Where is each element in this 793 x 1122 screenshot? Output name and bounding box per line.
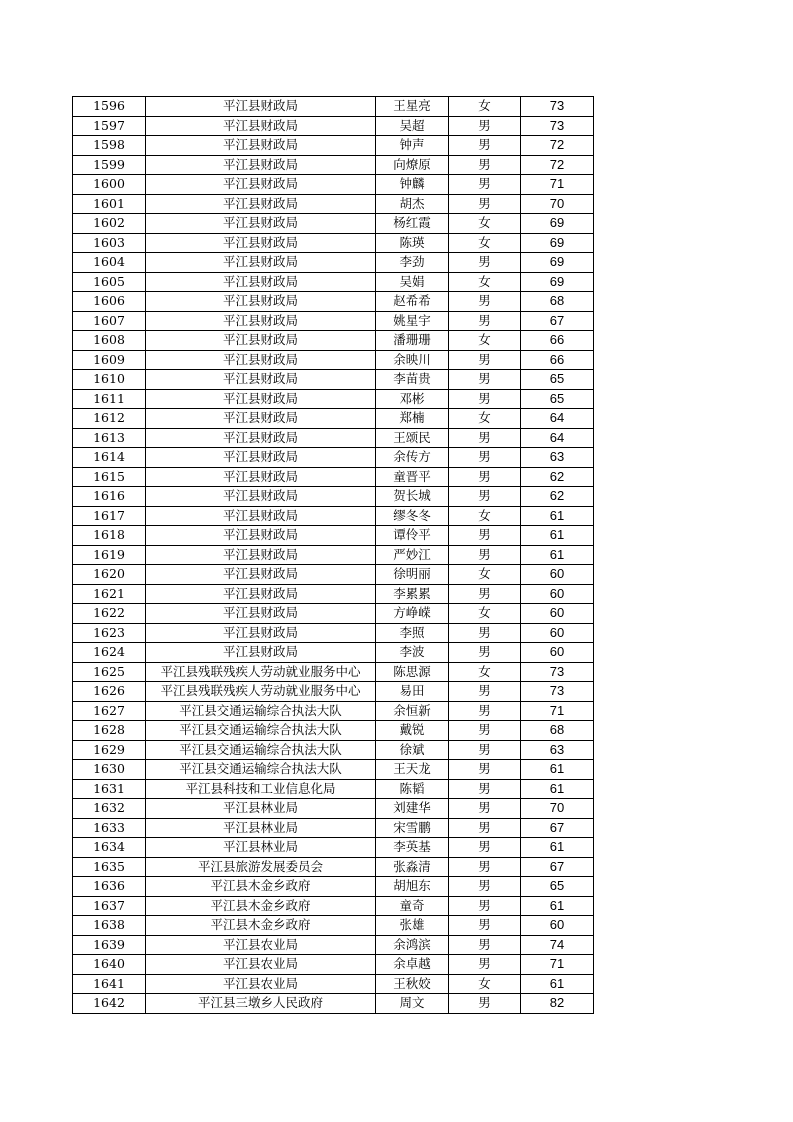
person-name-cell: 李英基 <box>376 838 449 858</box>
row-number-cell: 1606 <box>73 292 146 312</box>
unit-name-cell: 平江县财政局 <box>146 467 376 487</box>
person-name-cell: 邓彬 <box>376 389 449 409</box>
row-number-cell: 1627 <box>73 701 146 721</box>
table-row <box>73 857 594 877</box>
results-table <box>72 96 594 1014</box>
person-name-cell: 张淼清 <box>376 857 449 877</box>
unit-name-cell: 平江县交通运输综合执法大队 <box>146 740 376 760</box>
unit-name-cell: 平江县林业局 <box>146 799 376 819</box>
gender-cell: 男 <box>449 116 521 136</box>
table-row <box>73 760 594 780</box>
table-row <box>73 643 594 663</box>
unit-name-cell: 平江县财政局 <box>146 253 376 273</box>
unit-name-cell: 平江县财政局 <box>146 643 376 663</box>
person-name-cell: 钟声 <box>376 136 449 156</box>
row-number-cell: 1626 <box>73 682 146 702</box>
table-row <box>73 604 594 624</box>
row-number-cell: 1628 <box>73 721 146 741</box>
score-cell: 71 <box>521 701 594 721</box>
score-cell: 60 <box>521 916 594 936</box>
table-row <box>73 116 594 136</box>
score-cell: 69 <box>521 272 594 292</box>
table-row <box>73 350 594 370</box>
unit-name-cell: 平江县旅游发展委员会 <box>146 857 376 877</box>
score-cell: 67 <box>521 818 594 838</box>
row-number-cell: 1624 <box>73 643 146 663</box>
score-cell: 61 <box>521 760 594 780</box>
score-cell: 61 <box>521 545 594 565</box>
score-cell: 60 <box>521 604 594 624</box>
person-name-cell: 李累累 <box>376 584 449 604</box>
unit-name-cell: 平江县农业局 <box>146 935 376 955</box>
gender-cell: 女 <box>449 662 521 682</box>
score-cell: 73 <box>521 116 594 136</box>
table-row <box>73 506 594 526</box>
gender-cell: 男 <box>449 487 521 507</box>
table-row <box>73 487 594 507</box>
unit-name-cell: 平江县财政局 <box>146 545 376 565</box>
score-cell: 60 <box>521 565 594 585</box>
unit-name-cell: 平江县财政局 <box>146 155 376 175</box>
gender-cell: 男 <box>449 799 521 819</box>
row-number-cell: 1638 <box>73 916 146 936</box>
score-cell: 73 <box>521 682 594 702</box>
person-name-cell: 李照 <box>376 623 449 643</box>
unit-name-cell: 平江县财政局 <box>146 370 376 390</box>
unit-name-cell: 平江县林业局 <box>146 818 376 838</box>
table-row <box>73 526 594 546</box>
person-name-cell: 刘建华 <box>376 799 449 819</box>
person-name-cell: 周文 <box>376 994 449 1014</box>
gender-cell: 男 <box>449 350 521 370</box>
person-name-cell: 余恒新 <box>376 701 449 721</box>
score-cell: 60 <box>521 623 594 643</box>
gender-cell: 女 <box>449 272 521 292</box>
unit-name-cell: 平江县财政局 <box>146 272 376 292</box>
person-name-cell: 吴超 <box>376 116 449 136</box>
gender-cell: 女 <box>449 214 521 234</box>
unit-name-cell: 平江县财政局 <box>146 136 376 156</box>
person-name-cell: 戴锐 <box>376 721 449 741</box>
gender-cell: 男 <box>449 916 521 936</box>
person-name-cell: 郑楠 <box>376 409 449 429</box>
table-row <box>73 233 594 253</box>
row-number-cell: 1619 <box>73 545 146 565</box>
table-row <box>73 662 594 682</box>
gender-cell: 男 <box>449 428 521 448</box>
unit-name-cell: 平江县财政局 <box>146 604 376 624</box>
row-number-cell: 1620 <box>73 565 146 585</box>
unit-name-cell: 平江县交通运输综合执法大队 <box>146 760 376 780</box>
score-cell: 61 <box>521 838 594 858</box>
person-name-cell: 余传方 <box>376 448 449 468</box>
person-name-cell: 吴娟 <box>376 272 449 292</box>
table-row <box>73 467 594 487</box>
row-number-cell: 1639 <box>73 935 146 955</box>
unit-name-cell: 平江县财政局 <box>146 584 376 604</box>
score-cell: 74 <box>521 935 594 955</box>
score-cell: 73 <box>521 662 594 682</box>
score-cell: 65 <box>521 877 594 897</box>
table-row <box>73 97 594 117</box>
gender-cell: 男 <box>449 253 521 273</box>
gender-cell: 男 <box>449 155 521 175</box>
unit-name-cell: 平江县交通运输综合执法大队 <box>146 721 376 741</box>
table-row <box>73 175 594 195</box>
row-number-cell: 1635 <box>73 857 146 877</box>
gender-cell: 男 <box>449 448 521 468</box>
person-name-cell: 余映川 <box>376 350 449 370</box>
unit-name-cell: 平江县财政局 <box>146 389 376 409</box>
unit-name-cell: 平江县财政局 <box>146 214 376 234</box>
unit-name-cell: 平江县财政局 <box>146 428 376 448</box>
person-name-cell: 缪冬冬 <box>376 506 449 526</box>
score-cell: 65 <box>521 370 594 390</box>
table-row <box>73 331 594 351</box>
score-cell: 64 <box>521 409 594 429</box>
table-row <box>73 448 594 468</box>
table-row <box>73 214 594 234</box>
unit-name-cell: 平江县财政局 <box>146 506 376 526</box>
row-number-cell: 1598 <box>73 136 146 156</box>
person-name-cell: 方峥嵘 <box>376 604 449 624</box>
person-name-cell: 童晋平 <box>376 467 449 487</box>
table-row <box>73 935 594 955</box>
score-cell: 69 <box>521 253 594 273</box>
row-number-cell: 1640 <box>73 955 146 975</box>
table-row <box>73 877 594 897</box>
gender-cell: 男 <box>449 623 521 643</box>
table-row <box>73 721 594 741</box>
table-row <box>73 155 594 175</box>
table-row <box>73 896 594 916</box>
table-row <box>73 818 594 838</box>
score-cell: 70 <box>521 799 594 819</box>
row-number-cell: 1614 <box>73 448 146 468</box>
row-number-cell: 1609 <box>73 350 146 370</box>
table-row <box>73 799 594 819</box>
person-name-cell: 姚星宇 <box>376 311 449 331</box>
row-number-cell: 1634 <box>73 838 146 858</box>
person-name-cell: 徐斌 <box>376 740 449 760</box>
table-row <box>73 779 594 799</box>
person-name-cell: 严妙江 <box>376 545 449 565</box>
person-name-cell: 宋雪鹏 <box>376 818 449 838</box>
row-number-cell: 1608 <box>73 331 146 351</box>
table-row <box>73 428 594 448</box>
table-row <box>73 740 594 760</box>
unit-name-cell: 平江县财政局 <box>146 331 376 351</box>
gender-cell: 男 <box>449 194 521 214</box>
person-name-cell: 张雄 <box>376 916 449 936</box>
unit-name-cell: 平江县财政局 <box>146 565 376 585</box>
row-number-cell: 1629 <box>73 740 146 760</box>
gender-cell: 男 <box>449 896 521 916</box>
row-number-cell: 1630 <box>73 760 146 780</box>
person-name-cell: 陈思源 <box>376 662 449 682</box>
person-name-cell: 徐明丽 <box>376 565 449 585</box>
unit-name-cell: 平江县财政局 <box>146 623 376 643</box>
score-cell: 61 <box>521 506 594 526</box>
row-number-cell: 1633 <box>73 818 146 838</box>
score-cell: 69 <box>521 233 594 253</box>
row-number-cell: 1623 <box>73 623 146 643</box>
score-cell: 70 <box>521 194 594 214</box>
row-number-cell: 1612 <box>73 409 146 429</box>
row-number-cell: 1617 <box>73 506 146 526</box>
row-number-cell: 1599 <box>73 155 146 175</box>
unit-name-cell: 平江县财政局 <box>146 116 376 136</box>
unit-name-cell: 平江县科技和工业信息化局 <box>146 779 376 799</box>
score-cell: 60 <box>521 584 594 604</box>
gender-cell: 女 <box>449 409 521 429</box>
gender-cell: 男 <box>449 545 521 565</box>
row-number-cell: 1641 <box>73 974 146 994</box>
score-cell: 73 <box>521 97 594 117</box>
person-name-cell: 陈瑛 <box>376 233 449 253</box>
unit-name-cell: 平江县木金乡政府 <box>146 896 376 916</box>
score-cell: 66 <box>521 350 594 370</box>
gender-cell: 女 <box>449 331 521 351</box>
gender-cell: 男 <box>449 760 521 780</box>
gender-cell: 男 <box>449 136 521 156</box>
table-row <box>73 272 594 292</box>
score-cell: 71 <box>521 955 594 975</box>
gender-cell: 男 <box>449 838 521 858</box>
table-row <box>73 974 594 994</box>
table-row <box>73 916 594 936</box>
table-row <box>73 565 594 585</box>
gender-cell: 男 <box>449 955 521 975</box>
unit-name-cell: 平江县财政局 <box>146 233 376 253</box>
gender-cell: 男 <box>449 701 521 721</box>
unit-name-cell: 平江县财政局 <box>146 526 376 546</box>
unit-name-cell: 平江县财政局 <box>146 409 376 429</box>
person-name-cell: 陈韬 <box>376 779 449 799</box>
person-name-cell: 王颂民 <box>376 428 449 448</box>
person-name-cell: 童奇 <box>376 896 449 916</box>
unit-name-cell: 平江县残联残疾人劳动就业服务中心 <box>146 662 376 682</box>
table-row <box>73 955 594 975</box>
table-row <box>73 838 594 858</box>
gender-cell: 男 <box>449 584 521 604</box>
row-number-cell: 1596 <box>73 97 146 117</box>
gender-cell: 男 <box>449 292 521 312</box>
person-name-cell: 胡杰 <box>376 194 449 214</box>
row-number-cell: 1613 <box>73 428 146 448</box>
gender-cell: 女 <box>449 974 521 994</box>
row-number-cell: 1631 <box>73 779 146 799</box>
unit-name-cell: 平江县木金乡政府 <box>146 877 376 897</box>
score-cell: 68 <box>521 721 594 741</box>
person-name-cell: 钟麟 <box>376 175 449 195</box>
gender-cell: 男 <box>449 994 521 1014</box>
score-cell: 65 <box>521 389 594 409</box>
person-name-cell: 胡旭东 <box>376 877 449 897</box>
row-number-cell: 1615 <box>73 467 146 487</box>
score-cell: 66 <box>521 331 594 351</box>
row-number-cell: 1605 <box>73 272 146 292</box>
person-name-cell: 潘珊珊 <box>376 331 449 351</box>
score-cell: 61 <box>521 526 594 546</box>
unit-name-cell: 平江县林业局 <box>146 838 376 858</box>
score-cell: 63 <box>521 448 594 468</box>
row-number-cell: 1622 <box>73 604 146 624</box>
row-number-cell: 1625 <box>73 662 146 682</box>
gender-cell: 男 <box>449 779 521 799</box>
unit-name-cell: 平江县木金乡政府 <box>146 916 376 936</box>
score-cell: 72 <box>521 136 594 156</box>
person-name-cell: 向燎原 <box>376 155 449 175</box>
unit-name-cell: 平江县财政局 <box>146 175 376 195</box>
person-name-cell: 李劲 <box>376 253 449 273</box>
unit-name-cell: 平江县残联残疾人劳动就业服务中心 <box>146 682 376 702</box>
row-number-cell: 1603 <box>73 233 146 253</box>
unit-name-cell: 平江县财政局 <box>146 292 376 312</box>
person-name-cell: 李苗贵 <box>376 370 449 390</box>
results-table-body <box>73 97 594 1014</box>
table-row <box>73 253 594 273</box>
gender-cell: 男 <box>449 935 521 955</box>
unit-name-cell: 平江县三墩乡人民政府 <box>146 994 376 1014</box>
person-name-cell: 杨红霞 <box>376 214 449 234</box>
gender-cell: 男 <box>449 818 521 838</box>
person-name-cell: 王星亮 <box>376 97 449 117</box>
row-number-cell: 1602 <box>73 214 146 234</box>
score-cell: 63 <box>521 740 594 760</box>
row-number-cell: 1642 <box>73 994 146 1014</box>
score-cell: 67 <box>521 857 594 877</box>
table-row <box>73 545 594 565</box>
table-row <box>73 994 594 1014</box>
table-row <box>73 409 594 429</box>
table-row <box>73 389 594 409</box>
score-cell: 82 <box>521 994 594 1014</box>
unit-name-cell: 平江县农业局 <box>146 955 376 975</box>
score-cell: 61 <box>521 896 594 916</box>
gender-cell: 男 <box>449 526 521 546</box>
person-name-cell: 余鸿滨 <box>376 935 449 955</box>
gender-cell: 女 <box>449 565 521 585</box>
gender-cell: 男 <box>449 857 521 877</box>
gender-cell: 男 <box>449 721 521 741</box>
unit-name-cell: 平江县交通运输综合执法大队 <box>146 701 376 721</box>
score-cell: 72 <box>521 155 594 175</box>
unit-name-cell: 平江县财政局 <box>146 97 376 117</box>
table-row <box>73 584 594 604</box>
gender-cell: 男 <box>449 467 521 487</box>
row-number-cell: 1597 <box>73 116 146 136</box>
gender-cell: 男 <box>449 682 521 702</box>
gender-cell: 男 <box>449 311 521 331</box>
row-number-cell: 1618 <box>73 526 146 546</box>
score-cell: 61 <box>521 779 594 799</box>
person-name-cell: 王秋姣 <box>376 974 449 994</box>
gender-cell: 男 <box>449 740 521 760</box>
score-cell: 71 <box>521 175 594 195</box>
row-number-cell: 1611 <box>73 389 146 409</box>
row-number-cell: 1610 <box>73 370 146 390</box>
score-cell: 64 <box>521 428 594 448</box>
gender-cell: 女 <box>449 506 521 526</box>
gender-cell: 男 <box>449 877 521 897</box>
row-number-cell: 1604 <box>73 253 146 273</box>
gender-cell: 女 <box>449 97 521 117</box>
row-number-cell: 1637 <box>73 896 146 916</box>
person-name-cell: 贺长城 <box>376 487 449 507</box>
row-number-cell: 1632 <box>73 799 146 819</box>
row-number-cell: 1636 <box>73 877 146 897</box>
score-cell: 67 <box>521 311 594 331</box>
table-row <box>73 682 594 702</box>
row-number-cell: 1621 <box>73 584 146 604</box>
row-number-cell: 1607 <box>73 311 146 331</box>
score-cell: 68 <box>521 292 594 312</box>
table-row <box>73 194 594 214</box>
person-name-cell: 李波 <box>376 643 449 663</box>
row-number-cell: 1601 <box>73 194 146 214</box>
unit-name-cell: 平江县农业局 <box>146 974 376 994</box>
unit-name-cell: 平江县财政局 <box>146 448 376 468</box>
unit-name-cell: 平江县财政局 <box>146 487 376 507</box>
score-cell: 69 <box>521 214 594 234</box>
unit-name-cell: 平江县财政局 <box>146 311 376 331</box>
gender-cell: 男 <box>449 389 521 409</box>
gender-cell: 男 <box>449 643 521 663</box>
score-cell: 62 <box>521 487 594 507</box>
row-number-cell: 1600 <box>73 175 146 195</box>
gender-cell: 男 <box>449 370 521 390</box>
person-name-cell: 余卓越 <box>376 955 449 975</box>
gender-cell: 女 <box>449 233 521 253</box>
score-cell: 62 <box>521 467 594 487</box>
person-name-cell: 易田 <box>376 682 449 702</box>
unit-name-cell: 平江县财政局 <box>146 350 376 370</box>
unit-name-cell: 平江县财政局 <box>146 194 376 214</box>
gender-cell: 男 <box>449 175 521 195</box>
table-row <box>73 701 594 721</box>
table-row <box>73 623 594 643</box>
person-name-cell: 王天龙 <box>376 760 449 780</box>
score-cell: 60 <box>521 643 594 663</box>
table-row <box>73 370 594 390</box>
table-row <box>73 136 594 156</box>
person-name-cell: 谭伶平 <box>376 526 449 546</box>
person-name-cell: 赵希希 <box>376 292 449 312</box>
score-cell: 61 <box>521 974 594 994</box>
table-row <box>73 292 594 312</box>
row-number-cell: 1616 <box>73 487 146 507</box>
table-row <box>73 311 594 331</box>
gender-cell: 女 <box>449 604 521 624</box>
